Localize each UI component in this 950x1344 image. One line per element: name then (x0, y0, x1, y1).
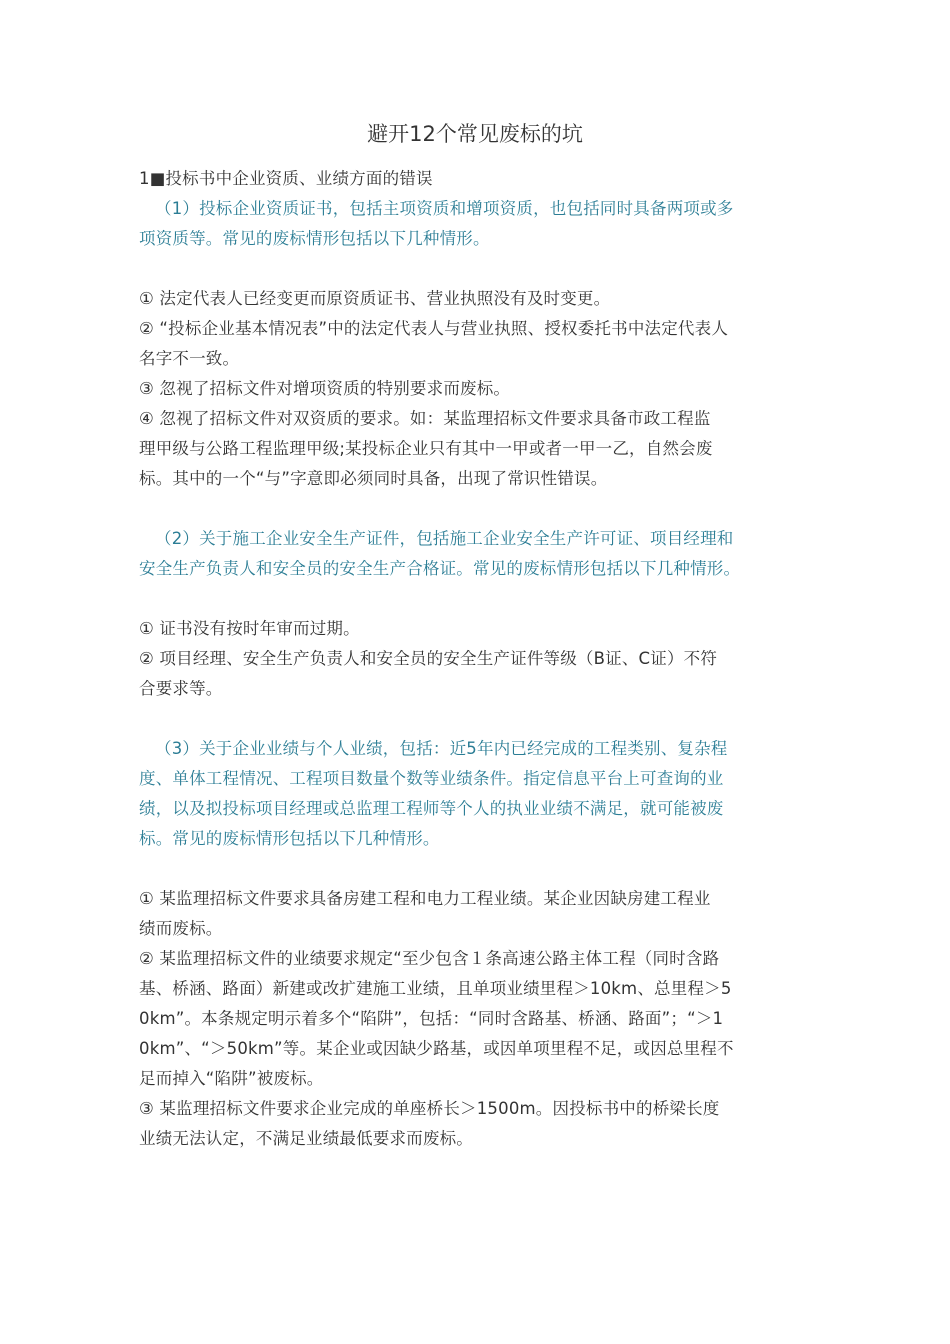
paragraph-spacer (139, 494, 824, 524)
subsection-3-line-3: 绩，以及拟投标项目经理或总监理工程师等个人的执业业绩不满足，就可能被废 (139, 799, 724, 818)
list-item: 合要求等。 (139, 679, 223, 698)
subsection-3-line-4: 标。常见的废标情形包括以下几种情形。 (139, 829, 440, 848)
subsection-2-line-2: 安全生产负责人和安全员的安全生产合格证。常见的废标情形包括以下几种情形。 (139, 559, 741, 578)
subsection-2-line-1: （2）关于施工企业安全生产证件，包括施工企业安全生产许可证、项目经理和 (155, 529, 734, 548)
list-item: ① 证书没有按时年审而过期。 (139, 619, 360, 638)
paragraph-spacer (139, 704, 824, 734)
list-item: 0km”。本条规定明示着多个“陷阱”，包括：“同时含路基、桥涵、路面”；“＞1 (139, 1009, 724, 1028)
list-item: ② 某监理招标文件的业绩要求规定“至少包含１条高速公路主体工程（同时含路 (139, 949, 720, 968)
list-item: 绩而废标。 (139, 919, 223, 938)
list-item: ② 项目经理、安全生产负责人和安全员的安全生产证件等级（B证、C证）不符 (139, 649, 718, 668)
section-heading: 1■投标书中企业资质、业绩方面的错误 (139, 169, 433, 188)
list-item: ④ 忽视了招标文件对双资质的要求。如：某监理招标文件要求具备市政工程监 (139, 409, 711, 428)
list-item: ① 某监理招标文件要求具备房建工程和电力工程业绩。某企业因缺房建工程业 (139, 889, 711, 908)
subsection-3-line-2: 度、单体工程情况、工程项目数量个数等业绩条件。指定信息平台上可查询的业 (139, 769, 724, 788)
list-item: ① 法定代表人已经变更而原资质证书、营业执照没有及时变更。 (139, 289, 611, 308)
paragraph-spacer (139, 254, 824, 284)
list-item: 基、桥涵、路面）新建或改扩建施工业绩，且单项业绩里程＞10km、总里程＞5 (139, 979, 732, 998)
subsection-1-line-2: 项资质等。常见的废标情形包括以下几种情形。 (139, 229, 490, 248)
paragraph-spacer (139, 584, 824, 614)
list-item: 标。其中的一个“与”字意即必须同时具备，出现了常识性错误。 (139, 469, 608, 488)
list-item: 名字不一致。 (139, 349, 240, 368)
list-item: ② “投标企业基本情况表”中的法定代表人与营业执照、授权委托书中法定代表人 (139, 319, 729, 338)
list-item: 理甲级与公路工程监理甲级;某投标企业只有其中一甲或者一甲一乙，自然会废 (139, 439, 713, 458)
document-body (139, 164, 824, 1154)
list-item: ③ 某监理招标文件要求企业完成的单座桥长＞1500m。因投标书中的桥梁长度 (139, 1099, 720, 1118)
subsection-1-line-1: （1）投标企业资质证书，包括主项资质和增项资质，也包括同时具备两项或多 (155, 199, 734, 218)
paragraph-spacer (139, 854, 824, 884)
list-item: 业绩无法认定，不满足业绩最低要求而废标。 (139, 1129, 473, 1148)
document-title: 避开12个常见废标的坑 (367, 122, 583, 146)
list-item: 0km”、“＞50km”等。某企业或因缺少路基，或因单项里程不足，或因总里程不 (139, 1039, 734, 1058)
subsection-3-line-1: （3）关于企业业绩与个人业绩，包括：近5年内已经完成的工程类别、复杂程 (155, 739, 728, 758)
list-item: 足而掉入“陷阱”被废标。 (139, 1069, 324, 1088)
list-item: ③ 忽视了招标文件对增项资质的特别要求而废标。 (139, 379, 511, 398)
